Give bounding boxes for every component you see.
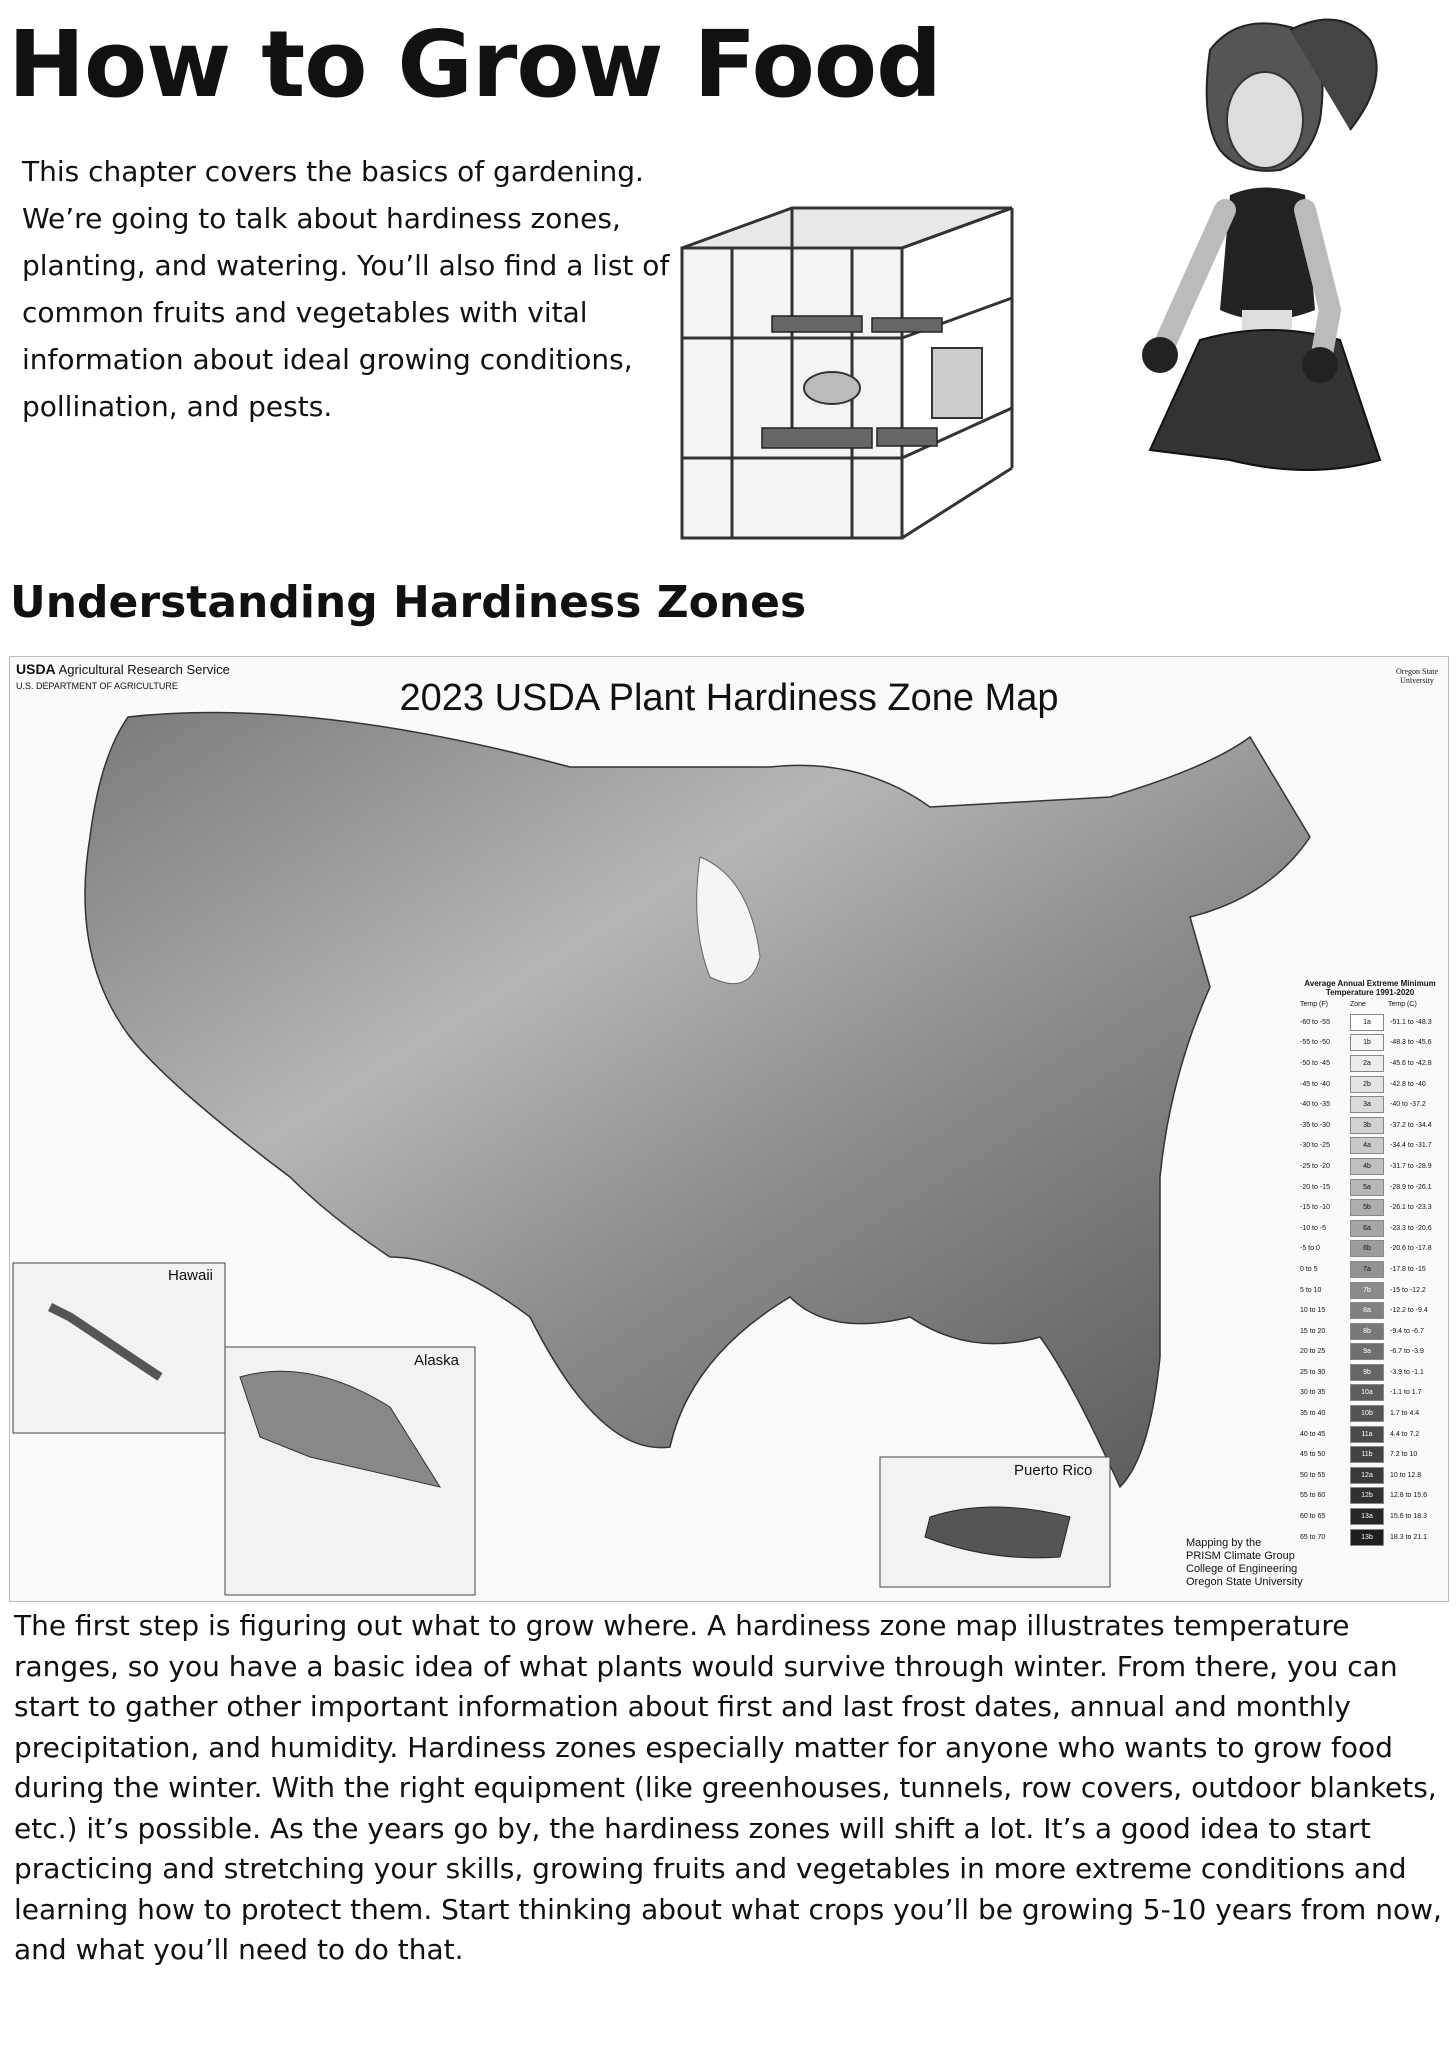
legend-zone-swatch: 2b bbox=[1350, 1076, 1384, 1093]
legend-row bbox=[1300, 1053, 1440, 1074]
legend-temp-f: 55 to 60 bbox=[1300, 1492, 1326, 1500]
legend-row bbox=[1300, 1465, 1440, 1486]
legend-temp-f: 0 to 5 bbox=[1300, 1265, 1318, 1273]
legend-temp-f: -55 to -50 bbox=[1300, 1039, 1330, 1047]
page-title: How to Grow Food bbox=[8, 11, 941, 118]
legend-temp-f: 20 to 25 bbox=[1300, 1348, 1326, 1356]
legend-zone-swatch: 12a bbox=[1350, 1467, 1384, 1484]
legend-temp-c: 18.3 to 21.1 bbox=[1390, 1533, 1427, 1541]
legend-row bbox=[1300, 1012, 1440, 1033]
credit-line: Mapping by the bbox=[1186, 1537, 1262, 1549]
legend-zone-swatch: 1a bbox=[1350, 1014, 1384, 1031]
map-title: 2023 USDA Plant Hardiness Zone Map bbox=[399, 677, 1059, 719]
legend-zone-swatch: 12b bbox=[1350, 1487, 1384, 1504]
legend-row bbox=[1300, 1136, 1440, 1157]
section-heading: Understanding Hardiness Zones bbox=[10, 577, 807, 628]
legend-zone-swatch: 3b bbox=[1350, 1117, 1384, 1134]
legend-col-zone: Zone bbox=[1350, 1001, 1366, 1008]
legend-zone-swatch: 13b bbox=[1350, 1529, 1384, 1546]
legend-zone-swatch: 3a bbox=[1350, 1096, 1384, 1113]
legend-temp-f: 10 to 15 bbox=[1300, 1307, 1326, 1315]
credit-line: PRISM Climate Group bbox=[1186, 1550, 1295, 1562]
legend-row bbox=[1300, 1506, 1440, 1527]
legend-zone-swatch: 11a bbox=[1350, 1426, 1384, 1443]
legend-rows bbox=[1300, 1012, 1440, 1547]
legend-row bbox=[1300, 1300, 1440, 1321]
legend-temp-f: 50 to 55 bbox=[1300, 1471, 1326, 1479]
osu-logo: Oregon State University bbox=[1396, 667, 1438, 685]
legend-row bbox=[1300, 1156, 1440, 1177]
legend-temp-c: -6.7 to -3.9 bbox=[1390, 1348, 1424, 1356]
legend-temp-f: -50 to -45 bbox=[1300, 1059, 1330, 1067]
legend-temp-f: -10 to -5 bbox=[1300, 1224, 1327, 1232]
legend-temp-f: 25 to 30 bbox=[1300, 1368, 1326, 1376]
legend-row bbox=[1300, 1280, 1440, 1301]
legend-row bbox=[1300, 1033, 1440, 1054]
legend-temp-c: 4.4 to 7.2 bbox=[1390, 1430, 1420, 1438]
legend-temp-f: 45 to 50 bbox=[1300, 1451, 1326, 1459]
legend-temp-c: -42.8 to -40 bbox=[1390, 1080, 1426, 1088]
legend-temp-f: 5 to 10 bbox=[1300, 1286, 1322, 1294]
legend-temp-c: -40 to -37.2 bbox=[1390, 1101, 1426, 1109]
legend-temp-c: -12.2 to -9.4 bbox=[1390, 1307, 1428, 1315]
legend-temp-f: -5 to 0 bbox=[1300, 1245, 1320, 1253]
legend-row bbox=[1300, 1424, 1440, 1445]
legend-header bbox=[1300, 1001, 1440, 1008]
legend-row bbox=[1300, 1218, 1440, 1239]
intro-paragraph: This chapter covers the basics of gardening. We’re going to talk about hardiness zones, planting, and watering. You’ll also find a list of common fruits and vegetables with vital information about ideal growing conditions, pollination, and pests. bbox=[22, 155, 670, 423]
legend-temp-c: -1.1 to 1.7 bbox=[1390, 1389, 1422, 1397]
legend-temp-c: 10 to 12.8 bbox=[1390, 1471, 1422, 1479]
department-name: U.S. DEPARTMENT OF AGRICULTURE bbox=[16, 681, 178, 691]
legend-temp-c: 15.6 to 18.3 bbox=[1390, 1513, 1427, 1521]
legend-temp-c: -3.9 to -1.1 bbox=[1390, 1368, 1424, 1376]
legend-row bbox=[1300, 1527, 1440, 1548]
alaska-label: Alaska bbox=[414, 1352, 460, 1369]
legend-zone-swatch: 5a bbox=[1350, 1179, 1384, 1196]
legend-temp-c: 12.8 to 15.6 bbox=[1390, 1492, 1427, 1500]
legend-temp-c: 1.7 to 4.4 bbox=[1390, 1410, 1420, 1418]
legend-row bbox=[1300, 1115, 1440, 1136]
legend-row bbox=[1300, 1197, 1440, 1218]
legend-temp-c: -20.6 to -17.8 bbox=[1390, 1245, 1432, 1253]
legend-row bbox=[1300, 1403, 1440, 1424]
legend-temp-f: -20 to -15 bbox=[1300, 1183, 1330, 1191]
legend-title: Average Annual Extreme Minimum Temperature 1991-2020 bbox=[1304, 979, 1436, 997]
legend-row bbox=[1300, 1383, 1440, 1404]
legend-zone-swatch: 13a bbox=[1350, 1508, 1384, 1525]
legend-zone-swatch: 9a bbox=[1350, 1343, 1384, 1360]
legend-temp-c: -17.8 to -15 bbox=[1390, 1265, 1426, 1273]
legend-zone-swatch: 8b bbox=[1350, 1323, 1384, 1340]
agency-name: Agricultural Research Service bbox=[58, 662, 230, 677]
legend-row bbox=[1300, 1321, 1440, 1342]
legend-zone-swatch: 9b bbox=[1350, 1364, 1384, 1381]
legend-row bbox=[1300, 1342, 1440, 1363]
legend-temp-f: -40 to -35 bbox=[1300, 1101, 1330, 1109]
legend-temp-f: 15 to 20 bbox=[1300, 1327, 1326, 1335]
legend-row bbox=[1300, 1074, 1440, 1095]
legend-row bbox=[1300, 1362, 1440, 1383]
legend-zone-swatch: 6a bbox=[1350, 1220, 1384, 1237]
hardiness-zone-map bbox=[9, 656, 1449, 1602]
usda-logo: USDA bbox=[16, 661, 56, 677]
legend-temp-f: 65 to 70 bbox=[1300, 1533, 1326, 1541]
gardener-character-illustration bbox=[1090, 10, 1450, 490]
legend-row bbox=[1300, 1486, 1440, 1507]
legend-row bbox=[1300, 1239, 1440, 1260]
us-map-graphic bbox=[10, 657, 1448, 1601]
legend-temp-f: 30 to 35 bbox=[1300, 1389, 1326, 1397]
legend-zone-swatch: 8a bbox=[1350, 1302, 1384, 1319]
legend-zone-swatch: 4b bbox=[1350, 1158, 1384, 1175]
legend-temp-f: -25 to -20 bbox=[1300, 1162, 1330, 1170]
legend-temp-c: -37.2 to -34.4 bbox=[1390, 1121, 1432, 1129]
legend-temp-f: -45 to -40 bbox=[1300, 1080, 1330, 1088]
legend-temp-c: -31.7 to -28.9 bbox=[1390, 1162, 1432, 1170]
legend-temp-c: -45.6 to -42.8 bbox=[1390, 1059, 1432, 1067]
legend-temp-f: 60 to 65 bbox=[1300, 1513, 1326, 1521]
legend-zone-swatch: 10b bbox=[1350, 1405, 1384, 1422]
legend-temp-c: -9.4 to -6.7 bbox=[1390, 1327, 1424, 1335]
legend-temp-c: -26.1 to -23.3 bbox=[1390, 1204, 1432, 1212]
legend-temp-c: -51.1 to -48.3 bbox=[1390, 1018, 1432, 1026]
legend-zone-swatch: 1b bbox=[1350, 1034, 1384, 1051]
legend-zone-swatch: 4a bbox=[1350, 1137, 1384, 1154]
body-paragraph: The first step is figuring out what to grow where. A hardiness zone map illustrates temperature ranges, so you have a basic idea of what plants would survive through winter. From there, you can start to gather other important information about first and last frost dates, annual and monthly precipitation, and humidity. Hardiness zones especially matter for anyone who wants to grow food during the winter. With the right equipment (like greenhouses, tunnels, row covers, outdoor blankets, etc.) it’s possible. As the years go by, the hardiness zones will shift a lot. It’s a good idea to start practicing and stretching your skills, growing fruits and vegetables in more extreme conditions and learning how to protect them. Start thinking about what crops you’ll be growing 5-10 years from now, and what you’ll need to do that. bbox=[14, 1609, 1442, 1966]
legend-temp-c: 7.2 to 10 bbox=[1390, 1451, 1418, 1459]
legend-temp-f: -60 to -55 bbox=[1300, 1018, 1330, 1026]
legend-temp-f: -35 to -30 bbox=[1300, 1121, 1330, 1129]
legend-zone-swatch: 2a bbox=[1350, 1055, 1384, 1072]
credit-line: College of Engineering bbox=[1186, 1563, 1298, 1575]
legend-zone-swatch: 10a bbox=[1350, 1384, 1384, 1401]
legend-temp-c: -28.9 to -26.1 bbox=[1390, 1183, 1432, 1191]
legend-zone-swatch: 6b bbox=[1350, 1240, 1384, 1257]
legend-col-c: Temp (C) bbox=[1388, 1001, 1417, 1008]
legend-row bbox=[1300, 1094, 1440, 1115]
hawaii-label: Hawaii bbox=[168, 1267, 214, 1284]
map-credit bbox=[1186, 1537, 1303, 1589]
legend-col-f: Temp (F) bbox=[1300, 1001, 1328, 1008]
legend-row bbox=[1300, 1444, 1440, 1465]
legend-temp-f: -15 to -10 bbox=[1300, 1204, 1330, 1212]
legend-zone-swatch: 7b bbox=[1350, 1282, 1384, 1299]
legend-temp-f: 40 to 45 bbox=[1300, 1430, 1326, 1438]
legend-temp-c: -15 to -12.2 bbox=[1390, 1286, 1426, 1294]
legend-zone-swatch: 5b bbox=[1350, 1199, 1384, 1216]
greenhouse-illustration bbox=[672, 198, 1032, 550]
legend-row bbox=[1300, 1259, 1440, 1280]
credit-line: Oregon State University bbox=[1186, 1576, 1303, 1588]
legend-zone-swatch: 7a bbox=[1350, 1261, 1384, 1278]
puerto-rico-label: Puerto Rico bbox=[1014, 1462, 1093, 1479]
legend-temp-f: 35 to 40 bbox=[1300, 1410, 1326, 1418]
legend-temp-c: -48.3 to -45.6 bbox=[1390, 1039, 1432, 1047]
zone-legend bbox=[1300, 979, 1440, 1547]
legend-temp-f: -30 to -25 bbox=[1300, 1142, 1330, 1150]
legend-temp-c: -34.4 to -31.7 bbox=[1390, 1142, 1432, 1150]
legend-zone-swatch: 11b bbox=[1350, 1446, 1384, 1463]
legend-row bbox=[1300, 1177, 1440, 1198]
legend-temp-c: -23.3 to -20.6 bbox=[1390, 1224, 1432, 1232]
